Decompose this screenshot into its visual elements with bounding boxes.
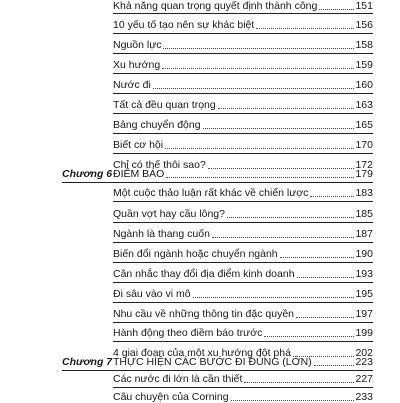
entry-divider bbox=[113, 341, 373, 342]
entry-divider bbox=[113, 33, 373, 34]
toc-entry-title: Hành động theo điềm báo trước bbox=[113, 327, 263, 339]
dot-leader bbox=[193, 297, 355, 298]
toc-entry-page: 202 bbox=[355, 347, 373, 359]
toc-entry bbox=[113, 75, 373, 91]
dot-leader bbox=[296, 317, 354, 318]
dot-leader bbox=[165, 148, 354, 149]
toc-entry-page: 170 bbox=[355, 139, 373, 151]
toc-entry bbox=[113, 35, 373, 51]
entry-divider bbox=[113, 222, 373, 223]
toc-entry bbox=[113, 55, 373, 71]
toc-entry-page: 195 bbox=[355, 288, 373, 300]
chapter-label: Chương 7 bbox=[62, 356, 113, 368]
toc-entry bbox=[113, 135, 373, 151]
toc-entry-page: 227 bbox=[355, 373, 373, 385]
toc-entry-title: Khả năng quan trọng quyết định thành công bbox=[113, 0, 318, 12]
toc-entry bbox=[113, 115, 373, 131]
entry-divider bbox=[113, 53, 373, 54]
dot-leader bbox=[244, 382, 354, 383]
toc-entry-page: 163 bbox=[355, 99, 373, 111]
entry-divider bbox=[113, 93, 373, 94]
dot-leader bbox=[319, 9, 354, 10]
dot-leader bbox=[212, 237, 355, 238]
toc-entry-page: 197 bbox=[355, 308, 373, 320]
toc-entry-title: Cân nhắc thay đổi địa điểm kinh doanh bbox=[113, 268, 295, 280]
entry-divider bbox=[113, 302, 373, 303]
toc-entry-title: Bảng chuyển động bbox=[113, 119, 201, 131]
toc-entry-title: Câu chuyện của Corning bbox=[113, 391, 229, 403]
toc-entry-title: Một cuộc thảo luận rất khác về chiến lược bbox=[113, 187, 309, 199]
toc-entry-title: 4 giai đoạn của một xu hướng đột phá bbox=[113, 347, 291, 359]
toc-entry bbox=[113, 95, 373, 111]
toc-entry-page: 151 bbox=[355, 0, 373, 12]
toc-entry-page: 156 bbox=[355, 19, 373, 31]
toc-entry-page: 193 bbox=[355, 268, 373, 280]
chapter-page: 179 bbox=[355, 168, 373, 180]
toc-entry-title: 10 yếu tố tạo nên sự khác biệt bbox=[113, 19, 255, 31]
dot-leader bbox=[231, 400, 355, 401]
dot-leader bbox=[218, 108, 355, 109]
dot-leader bbox=[227, 217, 355, 218]
entry-divider bbox=[113, 73, 373, 74]
toc-entry-title: Nhu cầu về những thông tin đặc quyền bbox=[113, 308, 294, 320]
toc-entry-title: Các nước đi lớn là cần thiết bbox=[113, 373, 243, 385]
toc-entry bbox=[113, 0, 373, 12]
chapter-title: THỰC HIỆN CÁC BƯỚC ĐI ĐÚNG (LỚN) bbox=[113, 356, 312, 368]
toc-entry bbox=[113, 204, 373, 220]
toc-entry-page: 199 bbox=[355, 327, 373, 339]
dot-leader bbox=[256, 28, 354, 29]
toc-entry-title: Tất cả đều quan trọng bbox=[113, 99, 216, 111]
toc-entry-title: Biết cơ hội bbox=[113, 139, 164, 151]
toc-entry bbox=[113, 304, 373, 320]
chapter-heading bbox=[113, 352, 373, 368]
toc-entry bbox=[113, 284, 373, 300]
entry-divider bbox=[113, 113, 373, 114]
toc-entry-page: 160 bbox=[355, 79, 373, 91]
toc-entry-title: Chỉ có thế thôi sao? bbox=[113, 159, 206, 171]
dot-leader bbox=[280, 257, 355, 258]
dot-leader bbox=[314, 365, 355, 366]
entry-divider bbox=[113, 133, 373, 134]
chapter-page: 223 bbox=[355, 356, 373, 368]
chapter-title: ĐIỂM BÁO bbox=[113, 168, 165, 180]
toc-entry-page: 185 bbox=[355, 208, 373, 220]
toc-entry bbox=[113, 224, 373, 240]
toc-entry-page: 158 bbox=[355, 39, 373, 51]
toc-entry bbox=[113, 15, 373, 31]
toc-entry-page: 233 bbox=[355, 391, 373, 403]
chapter-label: Chương 6 bbox=[62, 168, 113, 180]
toc-entry-page: 172 bbox=[355, 159, 373, 171]
toc-entry-page: 183 bbox=[355, 187, 373, 199]
dot-leader bbox=[153, 88, 355, 89]
toc-entry bbox=[113, 369, 373, 385]
toc-entry-title: Quần vợt hay cầu lông? bbox=[113, 208, 225, 220]
toc-entry-page: 187 bbox=[355, 228, 373, 240]
toc-entry bbox=[113, 244, 373, 260]
dot-leader bbox=[264, 336, 354, 337]
toc-entry bbox=[113, 183, 373, 199]
toc-entry-page: 165 bbox=[355, 119, 373, 131]
dot-leader bbox=[162, 68, 354, 69]
toc-entry-title: Nguồn lực bbox=[113, 39, 162, 51]
entry-divider bbox=[113, 153, 373, 154]
toc-entry bbox=[113, 323, 373, 339]
entry-divider bbox=[113, 201, 373, 202]
entry-divider bbox=[113, 282, 373, 283]
toc-entry-title: Biến đổi ngành hoặc chuyển ngành bbox=[113, 248, 278, 260]
toc-entry-title: Đi sâu vào vi mô bbox=[113, 288, 191, 300]
toc-entry bbox=[113, 387, 373, 403]
toc-entry-page: 159 bbox=[355, 59, 373, 71]
dot-leader bbox=[163, 48, 354, 49]
toc-entry-title: Ngành là thang cuốn bbox=[113, 228, 210, 240]
chapter-heading bbox=[113, 164, 373, 180]
dot-leader bbox=[166, 177, 354, 178]
toc-entry bbox=[113, 264, 373, 280]
dot-leader bbox=[297, 277, 355, 278]
toc-entry-page: 190 bbox=[355, 248, 373, 260]
toc-entry-title: Nước đi bbox=[113, 79, 151, 91]
entry-divider bbox=[113, 13, 373, 14]
dot-leader bbox=[310, 196, 354, 197]
entry-divider bbox=[113, 262, 373, 263]
dot-leader bbox=[203, 128, 355, 129]
entry-divider bbox=[113, 242, 373, 243]
toc-entry-title: Xu hướng bbox=[113, 59, 161, 71]
